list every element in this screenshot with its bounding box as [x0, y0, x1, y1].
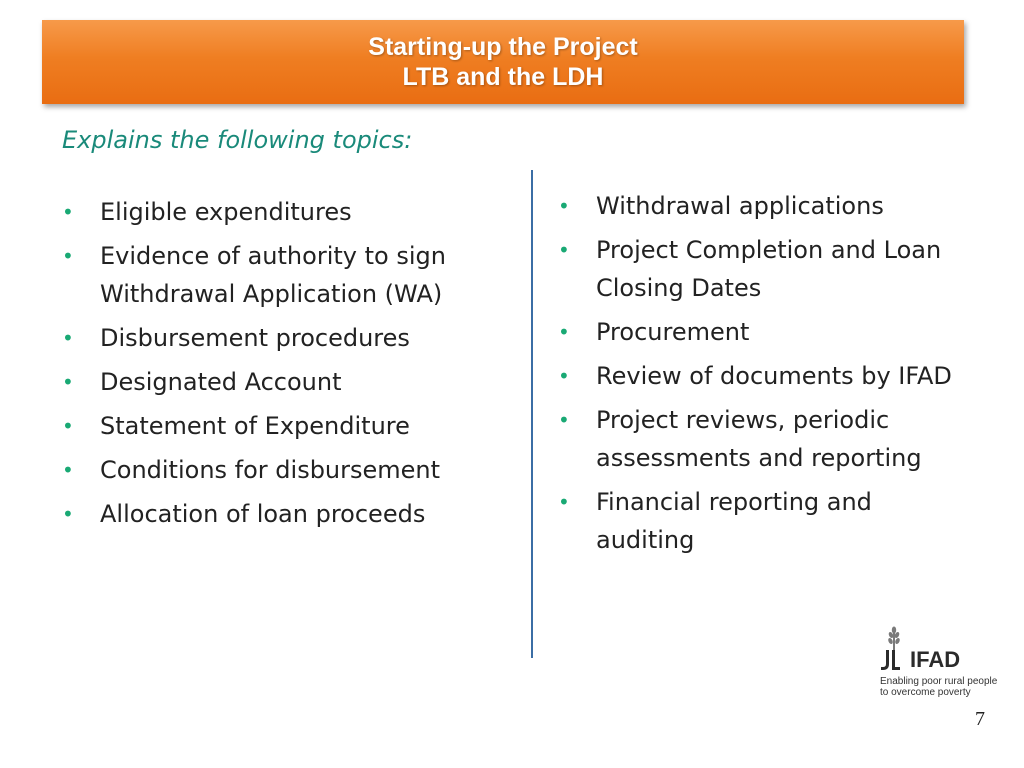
topic-text: Review of documents by IFAD	[596, 362, 952, 390]
list-item	[558, 401, 958, 477]
ifad-logo	[880, 626, 1010, 702]
topic-text: Evidence of authority to sign Withdrawal Application (WA)	[100, 242, 446, 308]
logo-mark	[880, 626, 1010, 672]
left-topic-list	[62, 193, 522, 539]
topic-text: Project reviews, periodic assessments and reporting	[596, 406, 922, 472]
slide-title: Starting-up the Project	[368, 33, 638, 61]
logo-tagline-line1: Enabling poor rural people	[880, 676, 998, 687]
right-topic-list	[558, 187, 958, 565]
bullet-icon: •	[558, 238, 570, 262]
bullet-icon: •	[558, 490, 570, 514]
list-item	[62, 495, 522, 533]
list-item	[62, 319, 522, 357]
topic-text: Disbursement procedures	[100, 324, 410, 352]
topic-text: Conditions for disbursement	[100, 456, 441, 484]
logo-tagline	[880, 676, 1010, 698]
bullet-icon: •	[62, 502, 74, 526]
bullet-icon: •	[62, 200, 74, 224]
bullet-icon: •	[62, 244, 74, 268]
list-item	[62, 237, 522, 313]
topic-text: Financial reporting and auditing	[596, 488, 872, 554]
slide-subtitle: Explains the following topics:	[62, 126, 413, 154]
column-divider	[531, 170, 533, 658]
title-banner	[42, 20, 964, 104]
list-item	[558, 313, 958, 351]
bullet-icon: •	[558, 408, 570, 432]
list-item	[558, 187, 958, 225]
list-item	[62, 407, 522, 445]
topic-text: Eligible expenditures	[100, 198, 352, 226]
list-item	[62, 363, 522, 401]
bullet-icon: •	[62, 370, 74, 394]
topic-text: Withdrawal applications	[596, 192, 884, 220]
list-item	[62, 193, 522, 231]
logo-wordmark: IFAD	[910, 647, 961, 672]
list-item	[558, 231, 958, 307]
bullet-icon: •	[62, 414, 74, 438]
topic-text: Procurement	[596, 318, 750, 346]
bullet-icon: •	[62, 458, 74, 482]
logo-tagline-line2: to overcome poverty	[880, 687, 971, 698]
list-item	[558, 483, 958, 559]
topic-text: Designated Account	[100, 368, 342, 396]
wheat-person-icon	[880, 626, 908, 672]
topic-text: Allocation of loan proceeds	[100, 500, 426, 528]
topic-text: Project Completion and Loan Closing Dates	[596, 236, 942, 302]
bullet-icon: •	[62, 326, 74, 350]
list-item	[62, 451, 522, 489]
slide-title-line2: LTB and the LDH	[402, 63, 604, 91]
bullet-icon: •	[558, 194, 570, 218]
topic-text: Statement of Expenditure	[100, 412, 410, 440]
list-item	[558, 357, 958, 395]
bullet-icon: •	[558, 364, 570, 388]
page-number: 7	[975, 708, 985, 730]
bullet-icon: •	[558, 320, 570, 344]
